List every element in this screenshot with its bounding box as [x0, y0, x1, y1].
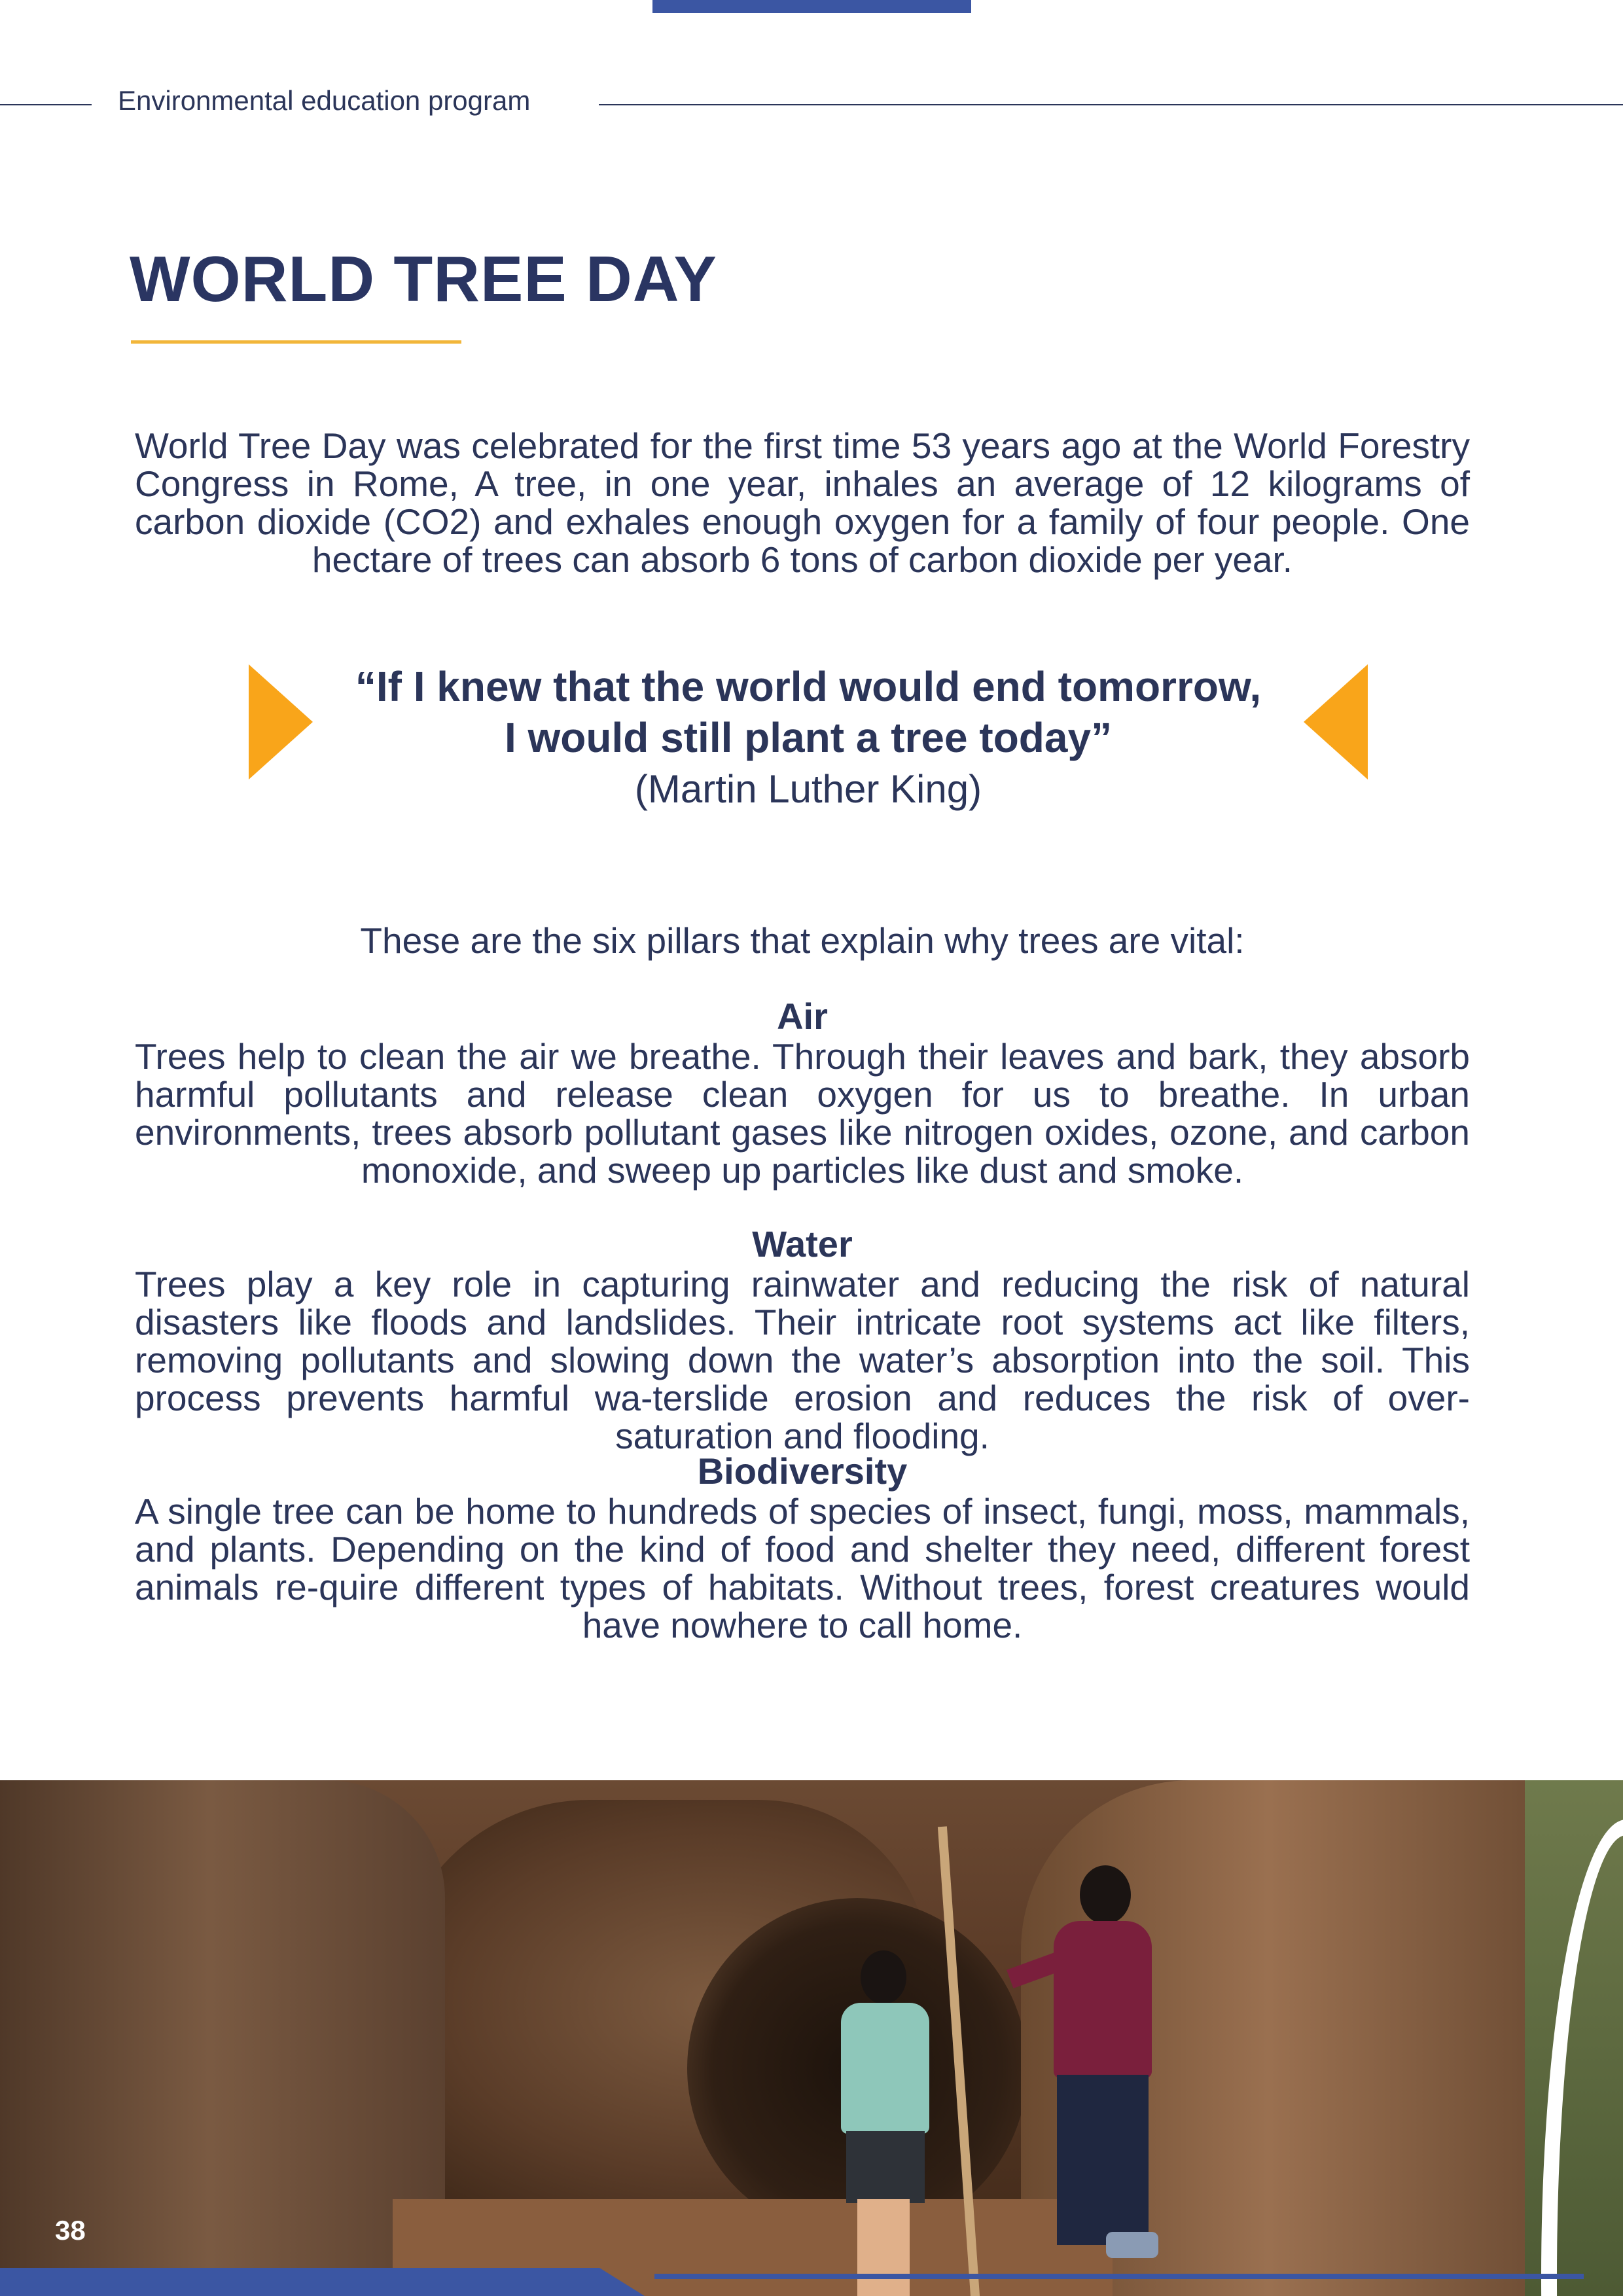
program-header: Environmental education program	[118, 85, 531, 116]
intro-paragraph: World Tree Day was celebrated for the first time 53 years ago at the World Forestry Congress in Rome, A tree, in one year, inhales an average of 12 kilograms of carbon dioxide (CO2) and exhales enough oxygen for a family of four people. One hectare of trees can absorb 6 tons of carbon dioxide per year.	[135, 425, 1470, 580]
pillar-text-air: Trees help to clean the air we breathe. Through their leaves and bark, they absorb harmful pollutants and release clean oxygen for us to breathe. In urban environments, trees absorb pollutant gases like nitrogen oxides, ozone, and carbon monoxide, and sweep up particles like dust and smoke.	[135, 1036, 1470, 1191]
quote-block	[249, 661, 1368, 816]
forest-photo	[0, 1780, 1623, 2296]
footer-rule	[654, 2274, 1584, 2279]
quote-line-2: I would still plant a tree today”	[504, 714, 1113, 761]
child-figure	[1008, 1865, 1158, 2271]
footer-band	[0, 2268, 645, 2296]
header-rule-right	[599, 104, 1623, 105]
child-figure	[834, 1950, 933, 2296]
top-tab	[652, 0, 971, 13]
quote-line-1: “If I knew that the world would end tomorrow,	[355, 663, 1262, 710]
title-underline	[131, 340, 461, 344]
page-title: WORLD TREE DAY	[130, 243, 717, 315]
quote-author: (Martin Luther King)	[634, 767, 982, 811]
pillar-heading-biodiversity: Biodiversity	[697, 1450, 908, 1492]
pillar-heading-air: Air	[777, 996, 828, 1037]
page-number: 38	[55, 2215, 86, 2246]
pillars-intro: These are the six pillars that explain why trees are vital:	[360, 920, 1245, 961]
pillar-text-water: Trees play a key role in capturing rainwater and reducing the risk of natural disasters like floods and landslides. Their intricate root systems act like filters, removing pollutants and slowing down the water’s absorption into the soil. This process prevents harmful wa-terslide erosion and reduces the risk of over-saturation and flooding.	[135, 1264, 1470, 1456]
header-rule-left	[0, 104, 92, 105]
pillar-heading-water: Water	[752, 1223, 853, 1265]
pillar-text-biodiversity: A single tree can be home to hundreds of species of insect, fungi, moss, mammals, and plants. Depending on the kind of food and shelter they need, different forest animals re-quire different types of habitats. Without trees, forest creatures would have nowhere to call home.	[135, 1491, 1470, 1645]
